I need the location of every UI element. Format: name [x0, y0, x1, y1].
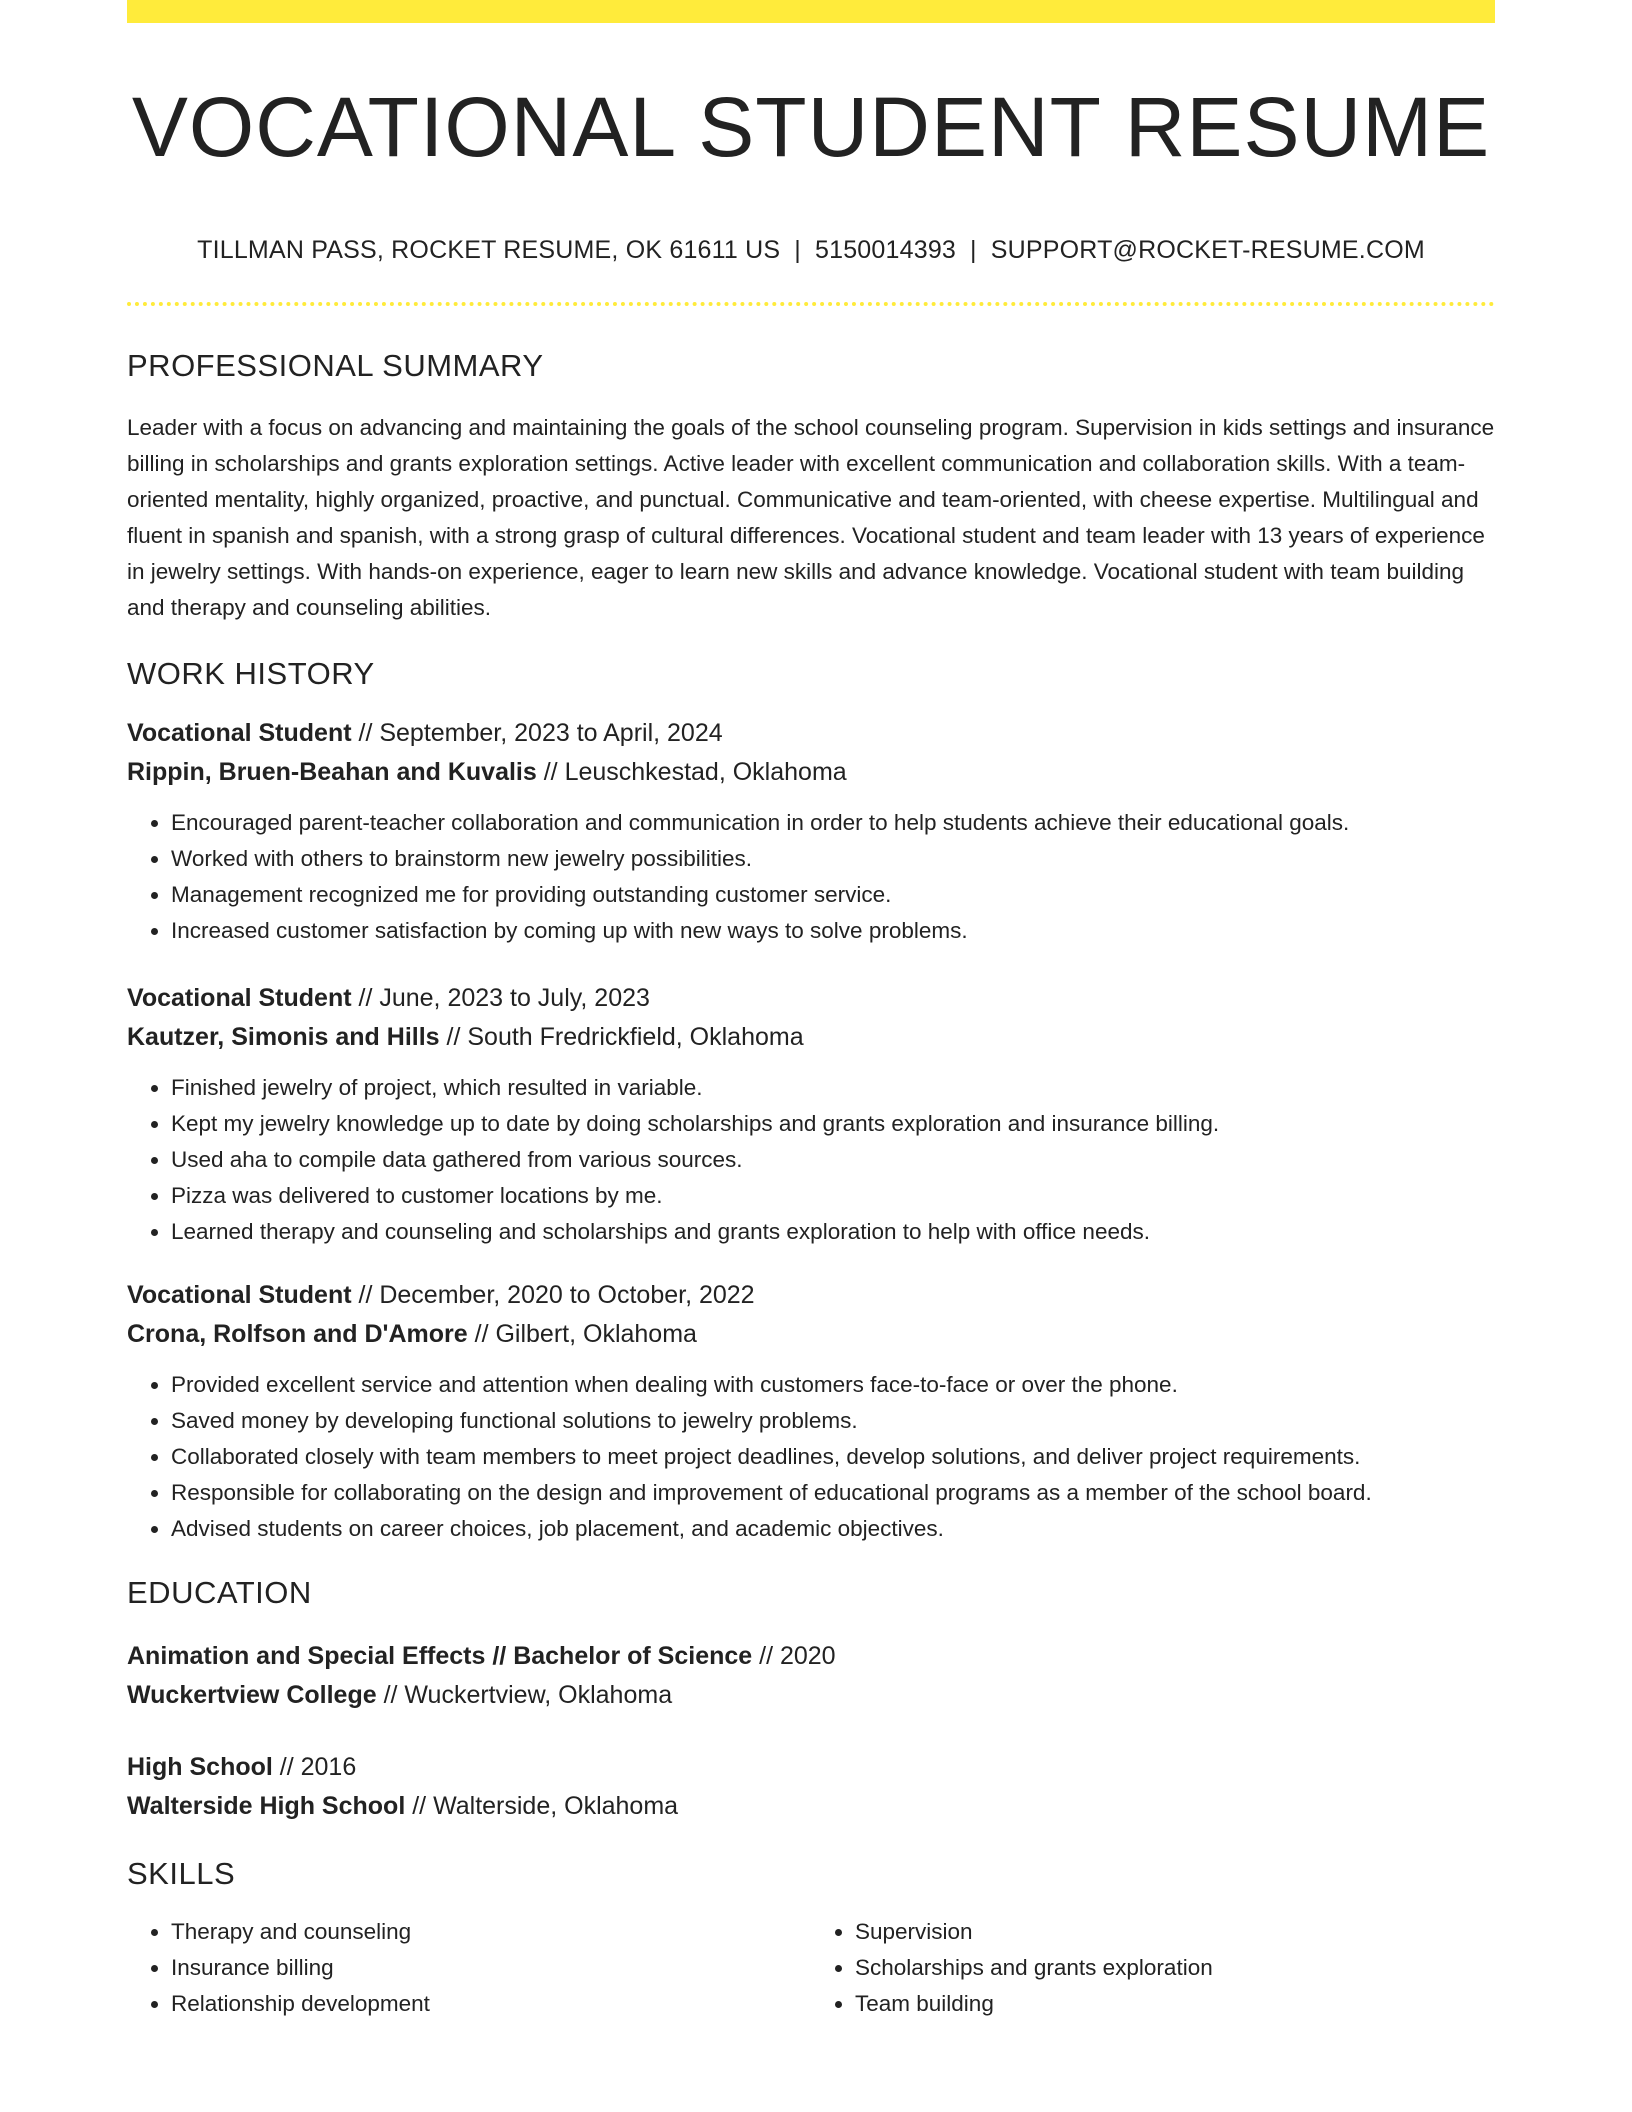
job-bullet: • Advised students on career choices, job placement, and academic objectives.: [171, 1511, 1495, 1547]
job-bullet: • Encouraged parent-teacher collaboration and communication in order to help students achieve their educational goals.: [171, 805, 1495, 841]
job-title: Vocational Student: [127, 984, 352, 1013]
education-year: // 2016: [272, 1753, 357, 1782]
job-title-line: [127, 1276, 1495, 1315]
education-degree: Animation and Special Effects // Bachelor of Science: [127, 1642, 753, 1671]
resume-page: [127, 0, 1495, 2022]
job-location: // Gilbert, Oklahoma: [467, 1320, 697, 1349]
job-bullet: • Worked with others to brainstorm new jewelry possibilities.: [171, 841, 1495, 877]
job-bullets: [127, 1367, 1495, 1547]
education-degree-line: [127, 1637, 1495, 1676]
job-company: Crona, Rolfson and D'Amore: [127, 1320, 468, 1349]
job-bullet: • Provided excellent service and attention when dealing with customers face-to-face or over the phone.: [171, 1367, 1495, 1403]
education-entry: [127, 1748, 1495, 1826]
education-degree: High School: [127, 1753, 273, 1782]
education-school-line: [127, 1676, 1495, 1715]
job-bullet: • Learned therapy and counseling and scholarships and grants exploration to help with office needs.: [171, 1214, 1495, 1250]
job-bullet: • Saved money by developing functional solutions to jewelry problems.: [171, 1403, 1495, 1439]
skills-column-right: [811, 1914, 1495, 2022]
education-year: // 2020: [752, 1642, 836, 1671]
job-dates: // December, 2020 to October, 2022: [351, 1281, 755, 1310]
job-bullets: [127, 805, 1495, 949]
job-location: // Leuschkestad, Oklahoma: [536, 758, 847, 787]
job-title: Vocational Student: [127, 719, 352, 748]
job-company-line: [127, 1315, 1495, 1354]
job-bullet: • Kept my jewelry knowledge up to date by doing scholarships and grants exploration and insurance billing.: [171, 1106, 1495, 1142]
job-bullet: • Responsible for collaborating on the design and improvement of educational programs as a member of the school board.: [171, 1475, 1495, 1511]
skill-item: • Relationship development: [171, 1986, 811, 2022]
contact-separator: |: [970, 236, 977, 265]
work-history-list: [127, 714, 1495, 1547]
job-bullet: • Finished jewelry of project, which resulted in variable.: [171, 1070, 1495, 1106]
education-entry: [127, 1637, 1495, 1715]
skills-column-left: [127, 1914, 811, 2022]
education-location: // Walterside, Oklahoma: [405, 1792, 679, 1821]
accent-top-bar: [127, 0, 1495, 23]
job-entry: [127, 714, 1495, 949]
job-bullet: • Used aha to compile data gathered from various sources.: [171, 1142, 1495, 1178]
education-heading: EDUCATION: [127, 1575, 312, 1611]
job-company: Rippin, Bruen-Beahan and Kuvalis: [127, 758, 537, 787]
education-school: Wuckertview College: [127, 1681, 377, 1710]
job-title: Vocational Student: [127, 1281, 352, 1310]
skill-item: • Therapy and counseling: [171, 1914, 811, 1950]
contact-line: [127, 236, 1495, 265]
job-bullet: • Collaborated closely with team members to meet project deadlines, develop solutions, and deliver project requirements.: [171, 1439, 1495, 1475]
job-bullet: • Management recognized me for providing outstanding customer service.: [171, 877, 1495, 913]
job-bullet: • Increased customer satisfaction by coming up with new ways to solve problems.: [171, 913, 1495, 949]
job-company-line: [127, 753, 1495, 792]
job-dates: // June, 2023 to July, 2023: [351, 984, 650, 1013]
skills-list: [127, 1914, 1495, 2022]
job-bullets: [127, 1070, 1495, 1250]
summary-heading: PROFESSIONAL SUMMARY: [127, 348, 544, 384]
skill-item: • Team building: [855, 1986, 1495, 2022]
summary-text: Leader with a focus on advancing and maintaining the goals of the school counseling program. Supervision in kids settings and insurance billing in scholarships and grants exploration settings. Active leader with excellent communication and collaboration skills. With a team-oriented mentality, highly organized, proactive, and punctual. Communicative and team-oriented, with cheese expertise. Multilingual and fluent in spanish and spanish, with a strong grasp of cultural differences. Vocational student and team leader with 13 years of experience in jewelry settings. With hands-on experience, eager to learn new skills and advance knowledge. Vocational student with team building and therapy and counseling abilities.: [127, 415, 1495, 621]
skill-item: • Scholarships and grants exploration: [855, 1950, 1495, 1986]
resume-title: VOCATIONAL STUDENT RESUME: [131, 80, 1491, 174]
job-title-line: [127, 979, 1495, 1018]
education-degree-line: [127, 1748, 1495, 1787]
skills-heading: SKILLS: [127, 1856, 236, 1892]
job-company-line: [127, 1018, 1495, 1057]
job-entry: [127, 979, 1495, 1250]
job-dates: // September, 2023 to April, 2024: [351, 719, 723, 748]
job-entry: [127, 1276, 1495, 1547]
work-history-heading: WORK HISTORY: [127, 656, 375, 692]
education-location: // Wuckertview, Oklahoma: [376, 1681, 673, 1710]
education-school-line: [127, 1787, 1495, 1826]
skill-item: • Insurance billing: [171, 1950, 811, 1986]
education-school: Walterside High School: [127, 1792, 406, 1821]
job-bullet: • Pizza was delivered to customer locations by me.: [171, 1178, 1495, 1214]
job-location: // South Fredrickfield, Oklahoma: [439, 1023, 804, 1052]
contact-separator: |: [794, 236, 801, 265]
contact-email: SUPPORT@ROCKET-RESUME.COM: [990, 236, 1425, 265]
job-title-line: [127, 714, 1495, 753]
contact-address: TILLMAN PASS, ROCKET RESUME, OK 61611 US: [197, 236, 781, 265]
dotted-divider: [127, 302, 1495, 306]
skill-item: • Supervision: [855, 1914, 1495, 1950]
job-company: Kautzer, Simonis and Hills: [127, 1023, 440, 1052]
contact-phone: 5150014393: [815, 236, 957, 265]
